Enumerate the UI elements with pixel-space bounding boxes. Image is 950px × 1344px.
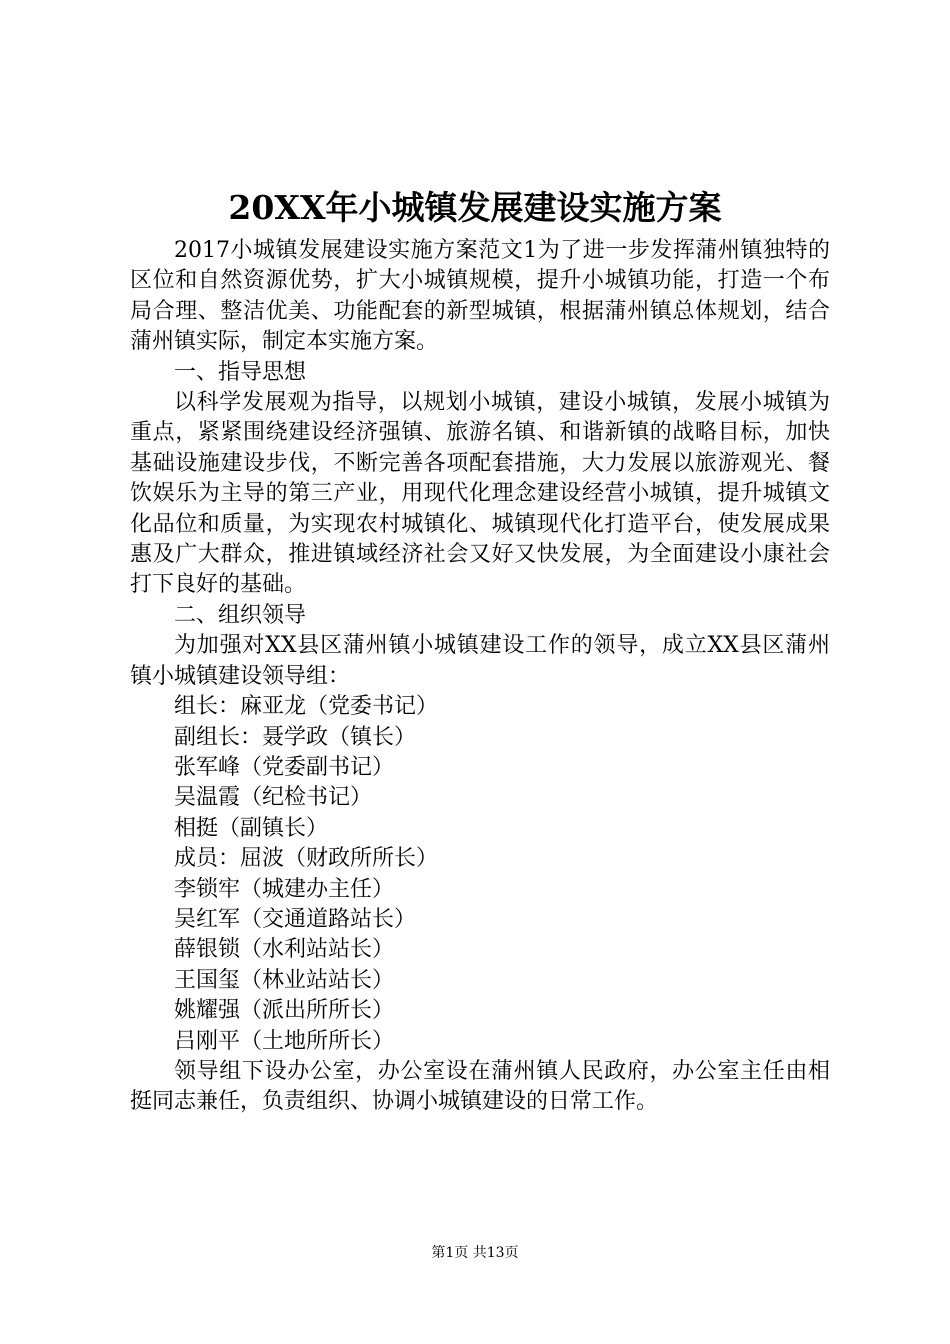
section-heading: 二、组织领导 [174,602,307,628]
member-line: 薛银锁（水利站站长） [174,937,395,963]
member-line: 吴温霞（纪检书记） [174,785,373,811]
member-line: 李锁牢（城建办主任） [174,876,395,902]
page-number-footer: 第1页 共13页 [431,1245,519,1261]
body-paragraph: 领导组下设办公室，办公室设在蒲州镇人民政府，办公室主任由相挺同志兼任，负责组织、协调小城镇建设的日常工作。 [130,1058,830,1115]
member-line: 姚耀强（派出所所长） [174,998,395,1024]
body-paragraph: 以科学发展观为指导，以规划小城镇，建设小城镇，发展小城镇为重点，紧紧围绕建设经济强镇、旅游名镇、和谐新镇的战略目标，加快基础设施建设步伐，不断完善各项配套措施，大力发展以旅游观光、餐饮娱乐为主导的第三产业，用现代化理念建设经营小城镇，提升城镇文化品位和质量，为实现农村城镇化、城镇现代化打造平台，使发展成果惠及广大群众，推进镇域经济社会又好又快发展，为全面建设小康社会打下良好的基础。 [130,390,830,598]
intro-paragraph: 2017小城镇发展建设实施方案范文1为了进一步发挥蒲州镇独特的区位和自然资源优势，扩大小城镇规模，提升小城镇功能，打造一个布局合理、整洁优美、功能配套的新型城镇，根据蒲州镇总体规划，结合蒲州镇实际，制定本实施方案。 [130,238,830,355]
body-paragraph: 为加强对XX县区蒲州镇小城镇建设工作的领导，成立XX县区蒲州镇小城镇建设领导组： [130,633,830,689]
member-line: 王国玺（林业站站长） [174,967,395,993]
member-line: 副组长：聂学政（镇长） [174,724,417,750]
member-line: 组长：麻亚龙（党委书记） [174,694,439,720]
member-line: 相挺（副镇长） [174,815,329,841]
member-line: 张军峰（党委副书记） [174,754,395,780]
section-heading: 一、指导思想 [174,359,307,385]
document-title: 20XX年小城镇发展建设实施方案 [228,188,722,227]
member-line: 吴红军（交通道路站长） [174,906,417,932]
member-line: 成员：屈波（财政所所长） [174,846,439,872]
member-line: 吕刚平（土地所所长） [174,1028,395,1054]
document-body [130,236,830,1118]
